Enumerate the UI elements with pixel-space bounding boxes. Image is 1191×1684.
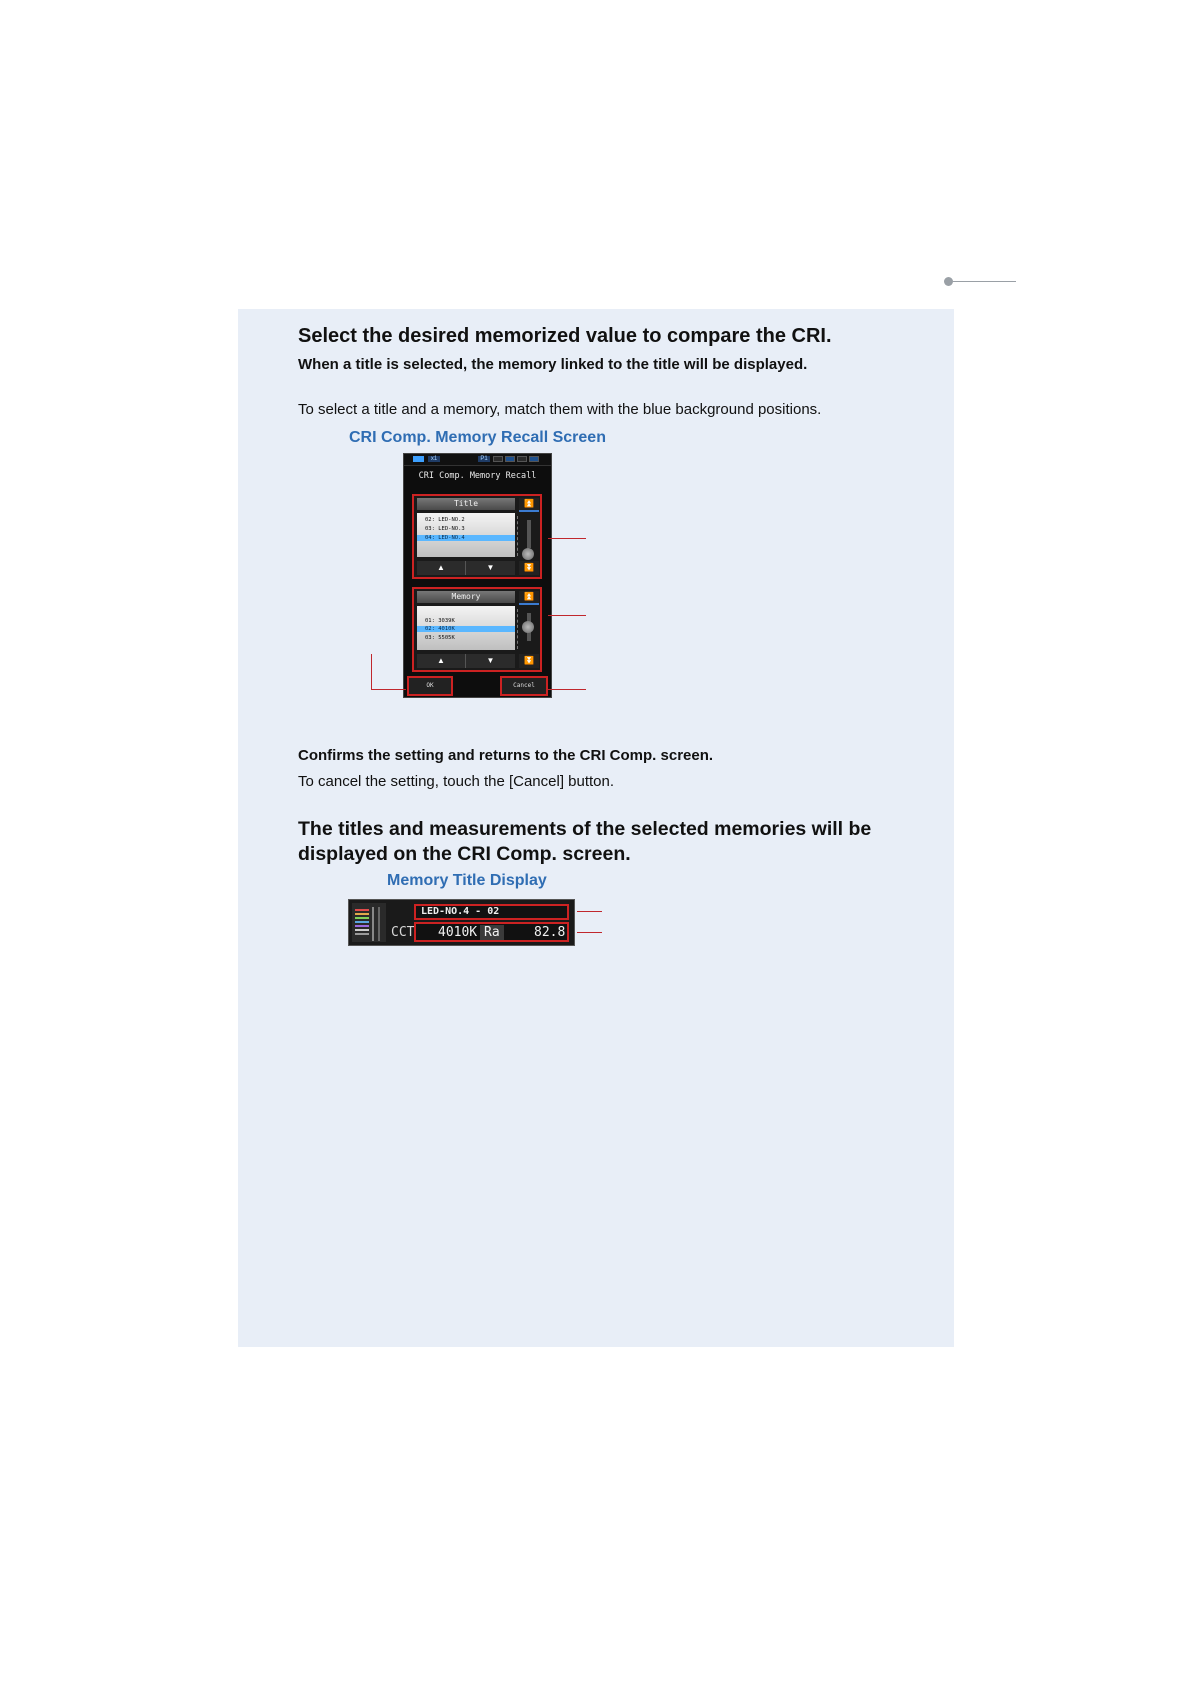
memory-item[interactable]: 03: 5505K bbox=[425, 635, 455, 641]
step-subheading: When a title is selected, the memory linked to the title will be displayed. bbox=[298, 356, 808, 373]
cct-value: 4010K bbox=[438, 925, 478, 940]
ra-value: 82.8 bbox=[534, 925, 566, 940]
title-item[interactable]: 02: LED-NO.2 bbox=[425, 517, 465, 523]
memory-recall-screen bbox=[403, 453, 552, 698]
memory-list[interactable] bbox=[417, 606, 515, 650]
spectrum-icon bbox=[352, 903, 386, 942]
scroll-knob[interactable] bbox=[522, 621, 534, 633]
cancel-callout-line bbox=[547, 689, 586, 690]
battery-icon bbox=[413, 456, 424, 462]
scroll-up-icon[interactable]: ▲ bbox=[417, 561, 466, 575]
title-item[interactable]: 03: LED-NO.3 bbox=[425, 526, 465, 532]
page-marker-dot bbox=[944, 277, 953, 286]
memory-item-selected[interactable]: 02: 4010K bbox=[417, 626, 515, 632]
ok-callout-line bbox=[371, 654, 372, 689]
scroll-ticks bbox=[517, 516, 522, 556]
jump-bottom-icon[interactable]: ⏬ bbox=[519, 561, 539, 575]
title-callout-line bbox=[577, 911, 602, 912]
jump-bottom-icon[interactable]: ⏬ bbox=[519, 654, 539, 668]
scroll-track[interactable] bbox=[527, 520, 531, 548]
memory-selector bbox=[412, 587, 542, 672]
title-header: Title bbox=[417, 498, 515, 510]
mode-indicator: x1 bbox=[428, 456, 440, 462]
ok-button[interactable]: OK bbox=[407, 676, 453, 696]
title-callout-line bbox=[548, 538, 586, 539]
ok-callout-line bbox=[371, 689, 406, 690]
screen-caption: CRI Comp. Memory Recall Screen bbox=[349, 429, 606, 446]
page-marker-line bbox=[953, 281, 1016, 282]
measurement-callout-line bbox=[577, 932, 602, 933]
measurement-values bbox=[414, 922, 569, 942]
result-heading: The titles and measurements of the selected memories will be displayed on the CRI Comp. screen. bbox=[298, 818, 872, 865]
memory-callout-line bbox=[548, 615, 586, 616]
scroll-ticks bbox=[517, 609, 522, 649]
cancel-button[interactable]: Cancel bbox=[500, 676, 548, 696]
memory-item[interactable]: 01: 3039K bbox=[425, 618, 455, 624]
ra-label: Ra bbox=[480, 925, 504, 940]
instruction-text: To select a title and a memory, match them with the blue background positions. bbox=[298, 401, 822, 418]
scroll-knob[interactable] bbox=[522, 548, 534, 560]
status-icon bbox=[493, 456, 503, 462]
jump-top-icon[interactable]: ⏫ bbox=[519, 498, 539, 512]
status-icon bbox=[529, 456, 539, 462]
cancel-text: To cancel the setting, touch the [Cancel] button. bbox=[298, 773, 615, 790]
memory-title: LED-NO.4 - 02 bbox=[414, 904, 569, 920]
memory-nav-buttons bbox=[417, 654, 515, 668]
screen-title: CRI Comp. Memory Recall bbox=[418, 471, 537, 481]
scroll-down-icon[interactable]: ▼ bbox=[486, 563, 495, 572]
scroll-down-icon[interactable]: ▼ bbox=[486, 656, 495, 665]
status-bar bbox=[404, 454, 551, 466]
page-indicator: P1 bbox=[478, 456, 490, 462]
cct-label: CCT bbox=[391, 925, 415, 940]
title-selector bbox=[412, 494, 542, 579]
scroll-up-icon[interactable]: ▲ bbox=[417, 654, 466, 668]
title-nav-buttons bbox=[417, 561, 515, 575]
title-list[interactable] bbox=[417, 513, 515, 557]
status-icon bbox=[505, 456, 515, 462]
status-icon bbox=[517, 456, 527, 462]
memory-title-display bbox=[348, 899, 575, 946]
title-item-selected[interactable]: 04: LED-NO.4 bbox=[417, 535, 515, 541]
confirm-text: Confirms the setting and returns to the CRI Comp. screen. bbox=[298, 747, 714, 764]
step-heading: Select the desired memorized value to compare the CRI. bbox=[298, 325, 832, 347]
jump-top-icon[interactable]: ⏫ bbox=[519, 591, 539, 605]
memory-header: Memory bbox=[417, 591, 515, 603]
display-caption: Memory Title Display bbox=[387, 872, 547, 889]
